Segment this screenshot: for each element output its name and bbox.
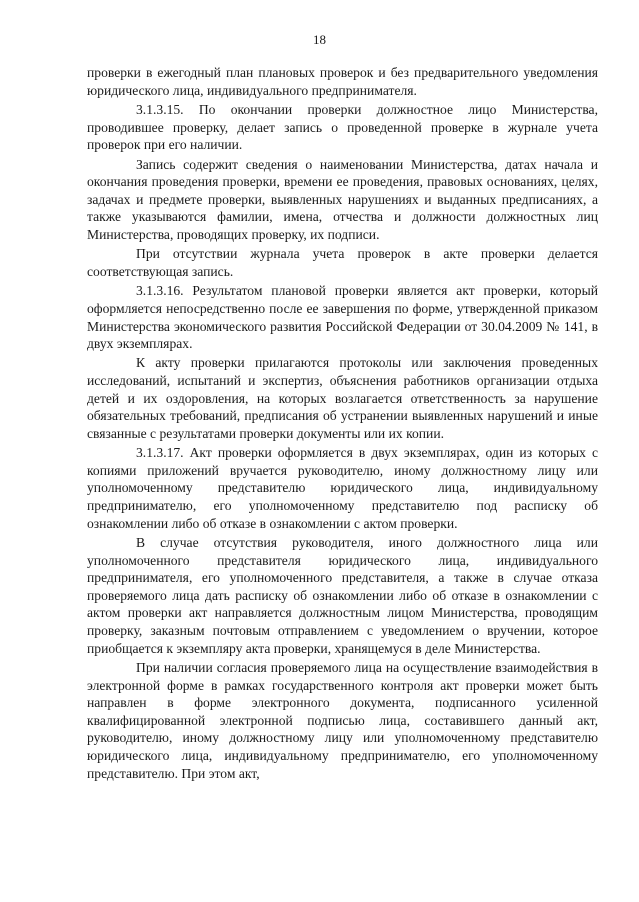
paragraph-3-1-3-17: 3.1.3.17. Акт проверки оформляется в двух экземплярах, один из которых с копиями приложений вручается руководителю, иному должностному лицу или уполномоченному представителю юридического лица, индивидуальному предпринимателю, его уполномоченному представителю под расписку об ознакомлении либо об отказе в ознакомлении с актом проверки. — [87, 445, 598, 531]
paragraph-no-journal: При отсутствии журнала учета проверок в акте проверки делается соответствующая запись. — [87, 246, 598, 279]
page-number: 18 — [313, 32, 326, 47]
document-body — [87, 64, 598, 782]
paragraph-act-attachments: К акту проверки прилагаются протоколы или заключения проведенных исследований, испытаний и экспертиз, объяснения работников организации отдыха детей и их оздоровления, на которых возлагается ответственность за нарушение обязательных требований, предписания об устранении выявленных нарушений и иные связанные с результатами проверки документы или их копии. — [87, 355, 598, 441]
paragraph-3-1-3-15: 3.1.3.15. По окончании проверки должностное лицо Министерства, проводившее проверку, делает запись о проведенной проверке в журнале учета проверок при его наличии. — [87, 101, 598, 153]
paragraph-record-contents: Запись содержит сведения о наименовании Министерства, датах начала и окончания проведения проверки, времени ее проведения, правовых основаниях, целях, задачах и предмете проверки, выявленных нарушениях и выданных предписаниях, а также указываются фамилии, имена, отчества и должности должностных лиц Министерства, проводящих проверку, их подписи. — [87, 156, 598, 242]
paragraph-absence-case: В случае отсутствия руководителя, иного должностного лица или уполномоченного представителя юридического лица, индивидуального предпринимателя, его уполномоченного представителя, а также в случае отказа проверяемого лица дать расписку об ознакомлении либо об отказе в ознакомлении с актом проверки акт направляется должностным лицом Министерства, проводящим проверку, заказным почтовым отправлением с уведомлением о вручении, которое приобщается к экземпляру акта проверки, хранящемуся в деле Министерства. — [87, 535, 598, 656]
paragraph-3-1-3-16: 3.1.3.16. Результатом плановой проверки является акт проверки, который оформляется непосредственно после ее завершения по форме, утвержденной приказом Министерства экономического развития Российской Федерации от 30.04.2009 № 141, в двух экземплярах. — [87, 283, 598, 352]
paragraph-continuation: проверки в ежегодный план плановых проверок и без предварительного уведомления юридического лица, индивидуального предпринимателя. — [87, 65, 598, 98]
paragraph-electronic-form: При наличии согласия проверяемого лица на осуществление взаимодействия в электронной форме в рамках государственного контроля акт проверки может быть направлен в форме электронного документа, подписанного усиленной квалифицированной электронной подписью лица, составившего данный акт, руководителю, иному должностному лицу или уполномоченному представителю юридического лица, индивидуальному предпринимателю, его уполномоченному представителю. При этом акт, — [87, 659, 598, 781]
